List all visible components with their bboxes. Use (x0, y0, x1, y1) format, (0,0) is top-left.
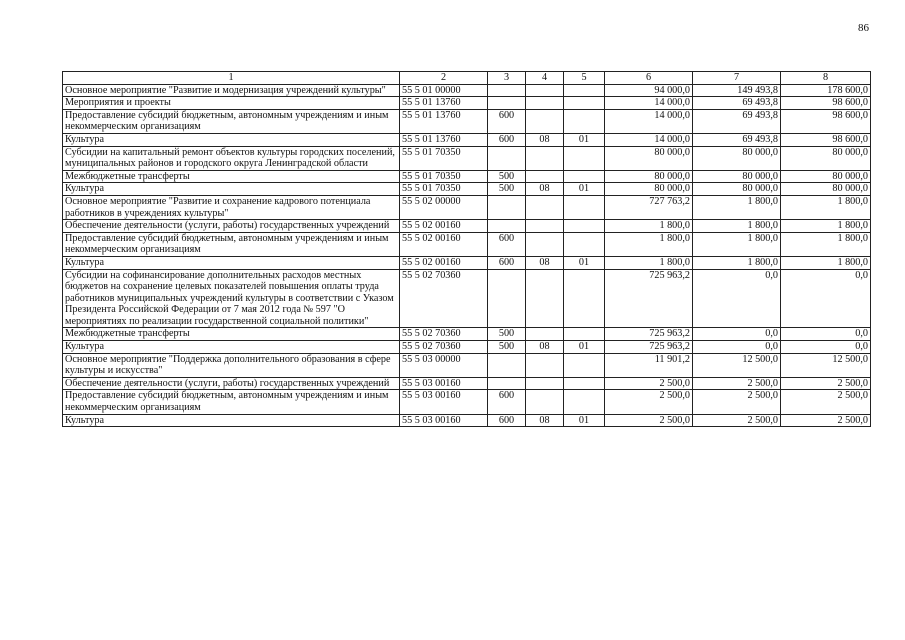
row-name-cell: Культура (63, 414, 400, 427)
row-subsection-cell: 01 (564, 133, 605, 146)
row-value-2024-cell: 1 800,0 (781, 195, 871, 219)
row-value-2023-cell: 2 500,0 (693, 414, 781, 427)
row-type-cell (488, 146, 526, 170)
row-section-cell (526, 269, 564, 328)
row-type-cell: 600 (488, 133, 526, 146)
table-row (63, 353, 871, 377)
row-name-cell: Культура (63, 183, 400, 196)
row-value-2024-cell: 178 600,0 (781, 84, 871, 97)
row-type-cell: 500 (488, 341, 526, 354)
row-subsection-cell: 01 (564, 414, 605, 427)
row-section-cell (526, 353, 564, 377)
row-code-cell: 55 5 02 70360 (400, 328, 488, 341)
row-name-cell: Мероприятия и проекты (63, 97, 400, 110)
row-type-cell (488, 97, 526, 110)
row-code-cell: 55 5 01 00000 (400, 84, 488, 97)
row-value-2023-cell: 80 000,0 (693, 170, 781, 183)
row-code-cell: 55 5 02 70360 (400, 341, 488, 354)
row-code-cell: 55 5 03 00000 (400, 353, 488, 377)
row-subsection-cell (564, 195, 605, 219)
row-value-2022-cell: 80 000,0 (605, 183, 693, 196)
row-name-cell: Обеспечение деятельности (услуги, работы) государственных учреждений (63, 220, 400, 233)
row-subsection-cell (564, 353, 605, 377)
row-name-cell: Субсидии на капитальный ремонт объектов культуры городских поселений, муниципальных районов и городского округа Ленинградской области (63, 146, 400, 170)
table-header-row (63, 72, 871, 85)
row-section-cell (526, 84, 564, 97)
row-section-cell: 08 (526, 133, 564, 146)
row-name-cell: Основное мероприятие "Развитие и сохранение кадрового потенциала работников в учреждениях культуры" (63, 195, 400, 219)
row-value-2024-cell: 1 800,0 (781, 256, 871, 269)
row-type-cell (488, 353, 526, 377)
row-value-2022-cell: 11 901,2 (605, 353, 693, 377)
row-value-2022-cell: 80 000,0 (605, 170, 693, 183)
row-name-cell: Основное мероприятие "Развитие и модернизация учреждений культуры" (63, 84, 400, 97)
row-value-2022-cell: 2 500,0 (605, 377, 693, 390)
table-row (63, 414, 871, 427)
row-section-cell (526, 220, 564, 233)
row-value-2024-cell: 2 500,0 (781, 377, 871, 390)
row-section-cell: 08 (526, 256, 564, 269)
row-section-cell (526, 146, 564, 170)
row-subsection-cell (564, 232, 605, 256)
header-cell: 8 (781, 72, 871, 85)
table-row (63, 328, 871, 341)
row-value-2022-cell: 80 000,0 (605, 146, 693, 170)
row-value-2024-cell: 98 600,0 (781, 97, 871, 110)
row-value-2023-cell: 0,0 (693, 328, 781, 341)
row-section-cell: 08 (526, 414, 564, 427)
row-name-cell: Межбюджетные трансферты (63, 170, 400, 183)
row-value-2024-cell: 1 800,0 (781, 220, 871, 233)
budget-table (62, 71, 871, 427)
row-value-2022-cell: 725 963,2 (605, 328, 693, 341)
table-row (63, 133, 871, 146)
header-cell: 2 (400, 72, 488, 85)
header-cell: 1 (63, 72, 400, 85)
row-value-2023-cell: 2 500,0 (693, 377, 781, 390)
row-type-cell (488, 220, 526, 233)
row-subsection-cell: 01 (564, 341, 605, 354)
row-value-2022-cell: 1 800,0 (605, 220, 693, 233)
row-code-cell: 55 5 02 00160 (400, 256, 488, 269)
row-subsection-cell (564, 84, 605, 97)
row-section-cell (526, 195, 564, 219)
row-code-cell: 55 5 01 13760 (400, 97, 488, 110)
row-value-2022-cell: 727 763,2 (605, 195, 693, 219)
row-value-2022-cell: 14 000,0 (605, 109, 693, 133)
row-value-2022-cell: 1 800,0 (605, 232, 693, 256)
row-name-cell: Межбюджетные трансферты (63, 328, 400, 341)
row-value-2022-cell: 725 963,2 (605, 341, 693, 354)
row-value-2023-cell: 1 800,0 (693, 220, 781, 233)
row-value-2023-cell: 69 493,8 (693, 109, 781, 133)
row-name-cell: Предоставление субсидий бюджетным, автономным учреждениям и иным некоммерческим организациям (63, 232, 400, 256)
row-value-2024-cell: 1 800,0 (781, 232, 871, 256)
row-subsection-cell (564, 390, 605, 414)
table-row (63, 341, 871, 354)
row-value-2023-cell: 12 500,0 (693, 353, 781, 377)
row-subsection-cell (564, 220, 605, 233)
row-name-cell: Предоставление субсидий бюджетным, автономным учреждениям и иным некоммерческим организациям (63, 390, 400, 414)
header-cell: 4 (526, 72, 564, 85)
row-section-cell: 08 (526, 341, 564, 354)
row-type-cell (488, 377, 526, 390)
row-section-cell (526, 328, 564, 341)
row-section-cell (526, 390, 564, 414)
row-code-cell: 55 5 03 00160 (400, 390, 488, 414)
row-value-2022-cell: 14 000,0 (605, 133, 693, 146)
row-value-2023-cell: 80 000,0 (693, 183, 781, 196)
row-type-cell: 500 (488, 328, 526, 341)
row-code-cell: 55 5 02 70360 (400, 269, 488, 328)
row-type-cell: 500 (488, 170, 526, 183)
table-row (63, 84, 871, 97)
row-value-2024-cell: 80 000,0 (781, 183, 871, 196)
row-value-2024-cell: 0,0 (781, 328, 871, 341)
row-subsection-cell (564, 377, 605, 390)
table-row (63, 390, 871, 414)
table-row (63, 220, 871, 233)
row-section-cell (526, 170, 564, 183)
row-code-cell: 55 5 02 00160 (400, 232, 488, 256)
row-type-cell (488, 84, 526, 97)
table-row (63, 232, 871, 256)
row-value-2024-cell: 2 500,0 (781, 414, 871, 427)
row-value-2022-cell: 2 500,0 (605, 390, 693, 414)
table-row (63, 170, 871, 183)
row-section-cell: 08 (526, 183, 564, 196)
header-cell: 6 (605, 72, 693, 85)
page-number: 86 (858, 22, 869, 34)
row-code-cell: 55 5 01 13760 (400, 109, 488, 133)
row-value-2024-cell: 2 500,0 (781, 390, 871, 414)
row-value-2022-cell: 2 500,0 (605, 414, 693, 427)
header-cell: 5 (564, 72, 605, 85)
row-value-2023-cell: 1 800,0 (693, 232, 781, 256)
row-value-2023-cell: 2 500,0 (693, 390, 781, 414)
table-row (63, 377, 871, 390)
row-value-2023-cell: 149 493,8 (693, 84, 781, 97)
table-row (63, 109, 871, 133)
row-value-2023-cell: 0,0 (693, 269, 781, 328)
row-value-2023-cell: 1 800,0 (693, 256, 781, 269)
row-value-2023-cell: 0,0 (693, 341, 781, 354)
row-value-2023-cell: 69 493,8 (693, 133, 781, 146)
row-name-cell: Культура (63, 256, 400, 269)
row-value-2023-cell: 1 800,0 (693, 195, 781, 219)
row-code-cell: 55 5 03 00160 (400, 414, 488, 427)
row-subsection-cell (564, 109, 605, 133)
row-value-2022-cell: 725 963,2 (605, 269, 693, 328)
row-subsection-cell (564, 328, 605, 341)
row-value-2023-cell: 80 000,0 (693, 146, 781, 170)
row-name-cell: Культура (63, 133, 400, 146)
header-cell: 7 (693, 72, 781, 85)
row-value-2024-cell: 98 600,0 (781, 109, 871, 133)
row-type-cell (488, 195, 526, 219)
row-section-cell (526, 109, 564, 133)
row-value-2022-cell: 14 000,0 (605, 97, 693, 110)
row-code-cell: 55 5 01 13760 (400, 133, 488, 146)
row-value-2024-cell: 98 600,0 (781, 133, 871, 146)
row-value-2024-cell: 0,0 (781, 269, 871, 328)
row-subsection-cell: 01 (564, 183, 605, 196)
row-subsection-cell (564, 269, 605, 328)
row-name-cell: Основное мероприятие "Поддержка дополнительного образования в сфере культуры и искусства" (63, 353, 400, 377)
row-subsection-cell (564, 146, 605, 170)
row-code-cell: 55 5 01 70350 (400, 146, 488, 170)
table-row (63, 195, 871, 219)
row-name-cell: Обеспечение деятельности (услуги, работы) государственных учреждений (63, 377, 400, 390)
table-row (63, 97, 871, 110)
row-subsection-cell: 01 (564, 256, 605, 269)
row-type-cell: 600 (488, 256, 526, 269)
row-section-cell (526, 377, 564, 390)
table-row (63, 146, 871, 170)
row-code-cell: 55 5 02 00000 (400, 195, 488, 219)
row-value-2024-cell: 80 000,0 (781, 170, 871, 183)
row-name-cell: Предоставление субсидий бюджетным, автономным учреждениям и иным некоммерческим организациям (63, 109, 400, 133)
row-value-2022-cell: 94 000,0 (605, 84, 693, 97)
row-type-cell: 600 (488, 414, 526, 427)
row-value-2022-cell: 1 800,0 (605, 256, 693, 269)
row-type-cell: 500 (488, 183, 526, 196)
row-name-cell: Культура (63, 341, 400, 354)
row-section-cell (526, 232, 564, 256)
row-type-cell: 600 (488, 232, 526, 256)
row-type-cell: 600 (488, 390, 526, 414)
table-row (63, 183, 871, 196)
row-value-2024-cell: 80 000,0 (781, 146, 871, 170)
row-code-cell: 55 5 01 70350 (400, 183, 488, 196)
header-cell: 3 (488, 72, 526, 85)
row-name-cell: Субсидии на софинансирование дополнительных расходов местных бюджетов на сохранение целевых показателей повышения оплаты труда работников муниципальных учреждений культуры в соответствии с Указом Президента Российской Федерации от 7 мая 2012 года № 597 "О мероприятиях по реализации государственной социальной политики" (63, 269, 400, 328)
row-code-cell: 55 5 02 00160 (400, 220, 488, 233)
row-type-cell: 600 (488, 109, 526, 133)
row-subsection-cell (564, 170, 605, 183)
table-row (63, 256, 871, 269)
row-code-cell: 55 5 03 00160 (400, 377, 488, 390)
table-row (63, 269, 871, 328)
row-value-2024-cell: 12 500,0 (781, 353, 871, 377)
row-value-2023-cell: 69 493,8 (693, 97, 781, 110)
row-subsection-cell (564, 97, 605, 110)
row-section-cell (526, 97, 564, 110)
row-type-cell (488, 269, 526, 328)
row-value-2024-cell: 0,0 (781, 341, 871, 354)
row-code-cell: 55 5 01 70350 (400, 170, 488, 183)
